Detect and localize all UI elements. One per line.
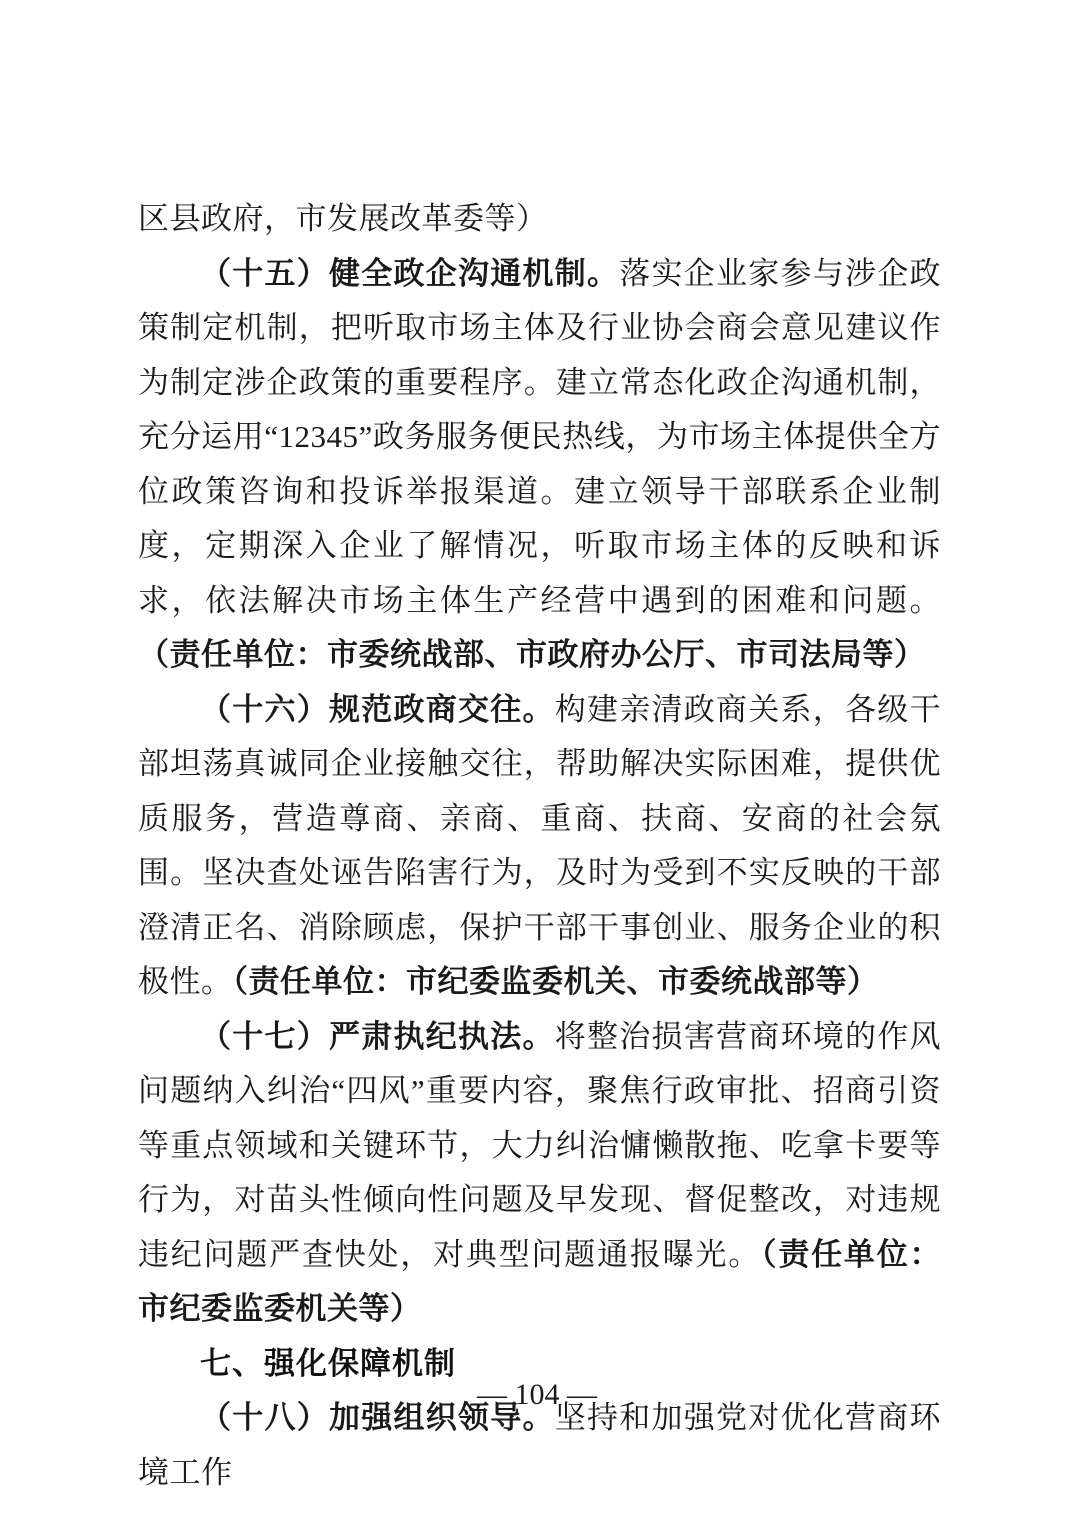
section-16-body: 构建亲清政商关系，各级干部坦荡真诚同企业接触交往，帮助解决实际困难，提供优质服务，营造尊商、亲商、重商、扶商、安商的社会氛围。坚决查处诬告陷害行为，及时为受到不实反映的干部澄清正名、消除顾虑，保护干部干事创业、服务企业的积极性。	[138, 691, 941, 999]
paragraph-section-16	[138, 683, 941, 1010]
page-number: — 104 —	[477, 1378, 597, 1411]
section-18-lead: （十八）加强组织领导。	[200, 1400, 555, 1435]
paragraph-section-17	[138, 1010, 941, 1337]
section-16-lead: （十六）规范政商交往。	[200, 691, 555, 727]
paragraph-continuation	[138, 192, 941, 247]
section-heading-7: 七、强化保障机制	[200, 1345, 456, 1381]
section-17-body: 将整治损害营商环境的作风问题纳入纠治“四风”重要内容，聚焦行政审批、招商引资等重点领域和关键环节，大力纠治慵懒散拖、吃拿卡要等行为，对苗头性倾向性问题及早发现、督促整改，对违规违纪问题严查快处，对典型问题通报曝光。	[138, 1018, 941, 1272]
section-15-lead: （十五）健全政企沟通机制。	[200, 255, 620, 291]
section-17-responsibility: （责任单位：市纪委监委机关等）	[138, 1236, 942, 1326]
section-18-body: 坚持和加强党对优化营商环境工作	[138, 1400, 941, 1490]
section-15-responsibility: （责任单位：市委统战部、市政府办公厅、市司法局等）	[138, 637, 926, 672]
continuation-text: 区县政府，市发展改革委等）	[138, 201, 548, 236]
document-body	[138, 192, 941, 1500]
section-15-body: 落实企业家参与涉企政策制定机制，把听取市场主体及行业协会商会意见建议作为制定涉企政策的重要程序。建立常态化政企沟通机制，充分运用“12345”政务服务便民热线，为市场主体提供全方位政策咨询和投诉举报渠道。建立领导干部联系企业制度，定期深入企业了解情况，听取市场主体的反映和诉求，依法解决市场主体生产经营中遇到的困难和问题。	[138, 255, 941, 618]
section-16-responsibility: （责任单位：市纪委监委机关、市委统战部等）	[232, 964, 879, 999]
section-17-lead: （十七）严肃执纪执法。	[200, 1018, 555, 1054]
paragraph-section-15	[138, 247, 941, 683]
